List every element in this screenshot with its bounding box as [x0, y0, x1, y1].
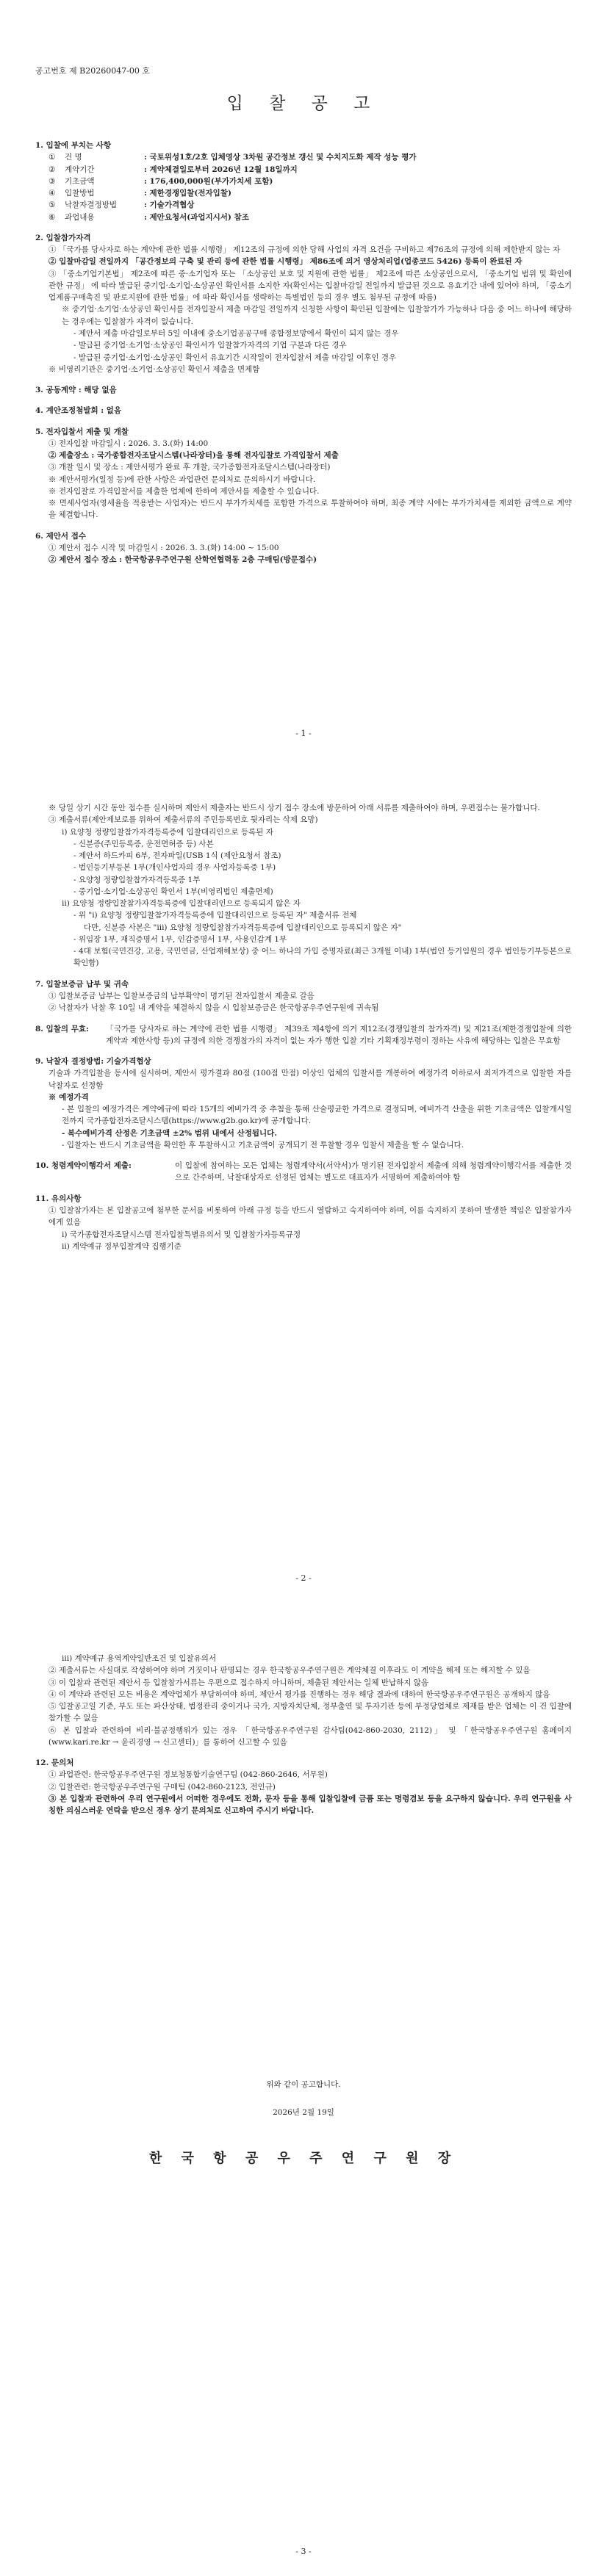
section-10	[35, 1160, 572, 1184]
note: ※ 중기업·소기업·소상공인 확인서를 전자입찰서 제출 마감일 전일까지 신청한 사항이 확인된 입찰에는 입찰참가가 가능하나 다음 중 어느 하나에 해당하는 경우에는 입찰참가 자격이 없습니다.	[62, 305, 572, 326]
list-item: - 입찰자는 반드시 기초금액을 확인한 후 투찰하시고 기초금액이 공개되기 전 투찰할 경우 입찰서 제출을 할 수 없습니다.	[62, 1140, 464, 1150]
note: ※ 비영리기관은 중기업·소기업·소상공인 확인서 제출을 면제함	[49, 364, 260, 374]
section-heading: 2. 입찰참가자격	[35, 233, 91, 242]
item-label: 입찰방법	[65, 189, 95, 198]
item-num: ④	[49, 189, 56, 198]
item-row	[49, 212, 572, 223]
list-item: - 복수예비가격 산정은 기초금액 ±2% 범위 내에서 산정됩니다.	[62, 1128, 277, 1138]
doc-number: 공고번호 제 B20260047-00 호	[35, 66, 151, 76]
list-item: ① 전자입찰 마감일시 : 2026. 3. 3.(화) 14:00	[49, 439, 209, 448]
section-1	[35, 140, 572, 566]
list-item: ② 제출장소 : 국가종합전자조달시스템(나라장터)을 통해 전자입찰로 가격입찰서 제출	[49, 451, 339, 461]
page-title: 입 찰 공 고	[226, 94, 381, 113]
list-item: ② 입찰관련: 한국항공우주연구원 구매팀 (042-860-2123, 전인규)	[49, 1782, 276, 1792]
item-num: ⑥	[49, 212, 56, 222]
list-item: ⑥ 본 입찰과 관련하여 비리·불공정행위가 있는 경우 「한국항공우주연구원 감사팀(042-860-2030, 2112)」 및 「한국항공우주연구원 홈페이지(www.kari.re.kr → 윤리경영 → 신고센터)」를 통하여 신고할 수 있음	[49, 1725, 572, 1747]
list-item: - 위임장 1부, 재직증명서 1부, 인감증명서 1부, 사용인감계 1부	[73, 934, 287, 944]
list-item: ⅰ) 요양청 정량입찰참가자격등록증에 입찰대리인으로 등록된 자	[62, 827, 273, 837]
section-heading: 8. 입찰의 무효:	[35, 1024, 89, 1033]
paragraph: 이 입찰에 참여하는 모든 업체는 청렴계약서(서약서)가 명기된 전자입찰서 제출에 의해 청렴계약이행각서를 제출한 것으로 간주하며, 낙찰대상자로 선정된 업체는 별도로 대표자가 서명하여 제출하여야 함	[175, 1161, 572, 1183]
section-heading: 6. 제안서 접수	[35, 531, 86, 541]
list-item: ① 입찰참가자는 본 입찰공고에 첨부한 문서를 비롯하여 아래 규정 등을 반드시 열람하고 숙지하여야 하며, 이를 숙지하지 못하여 발생한 책임은 입찰참가자에게 있음	[49, 1205, 572, 1227]
note: ※ 면세사업자(영세율을 적용받는 사업자)는 반드시 부가가치세를 포함한 가격으로 투찰하여야 하며, 최종 계약 시에는 부가가치세를 제외한 금액으로 계약을 체결합니다.	[49, 499, 572, 520]
list-item: ⅰ) 국가종합전자조달시스템 전자입찰특별유의서 및 입찰참가자등록규정	[62, 1230, 301, 1239]
closing-text: 위와 같이 공고합니다.	[266, 2080, 341, 2089]
item-row	[49, 176, 572, 187]
list-item: - 제안서 제출 마감일로부터 5일 이내에 중소기업공공구매 종합정보망에서 확인이 되지 않는 경우	[73, 328, 399, 338]
section-heading: 4. 계안조정첨발회 : 없음	[35, 406, 122, 416]
list-item: ③ 이 입찰과 관련된 제안서 등 입찰참가서류는 우편으로 접수하지 아니하며, 제출된 제안서는 일체 반납하지 않음	[49, 1678, 428, 1687]
list-item: - 발급된 중기업·소기업·소상공인 확인서가 입찰참가자격의 기업 구분과 다른 경우	[73, 341, 347, 350]
list-item: ② 제안서 접수 장소 : 한국항공우주연구원 산학연협력동 2층 구매팀(방문접수)	[49, 555, 317, 565]
list-item: ② 제출서류는 사실대로 작성하여야 하며 거짓이나 판명되는 경우 한국항공우주연구원은 계약체결 이후라도 이 계약을 해제 또는 해지할 수 있음	[49, 1666, 531, 1675]
item-label: 기초금액	[65, 176, 95, 186]
list-item: ③ 본 입찰과 관련하여 우리 연구원에서 어떠한 경우에도 전화, 문자 등을 통해 입찰입찰에 금품 또는 명령겸보 등을 요구하지 않습니다. 우리 연구원을 사칭한 의심스러운 연락을 받으신 경우 상기 문의처로 신고하여 주시기 바랍니다.	[49, 1794, 572, 1816]
list-item: - 중기업·소기업·소상공인 확인서 1부(비영리법인 제출면제)	[73, 887, 273, 896]
item-value: : 176,400,000원(부가가치세 포함)	[144, 176, 273, 186]
item-value: : 국토위성1호/2호 입체영상 3차원 공간정보 갱신 및 수치지도화 제작 성능 평가	[144, 153, 417, 162]
signer: 한 국 항 공 우 주 연 구 원 장	[148, 2150, 459, 2166]
list-item: - 법인등기부등본 1부(개인사업자의 경우 사업자등록증 1부)	[73, 863, 276, 873]
section-heading: 7. 입찰보증금 납부 및 귀속	[35, 979, 129, 989]
section-heading: 1. 입찰에 부치는 사항	[35, 141, 112, 150]
list-item: ① 과업관련: 한국항공우주연구원 정보청통합기술연구팀 (042-860-2646, 서무원)	[49, 1770, 328, 1780]
item-row	[49, 199, 572, 211]
item-num: ⑤	[49, 201, 56, 210]
section-heading: 11. 유의사항	[35, 1194, 82, 1203]
list-item: - 위 "ⅰ) 요양청 정량입찰참가자격등록증에 입찰대리인으로 등록된 자" 제출서류 전체	[73, 911, 357, 920]
item-label: 계약기간	[65, 165, 95, 174]
paragraph: 「국가를 당사자로 하는 계약에 관한 법률 시행령」 제39조 제4항에 의거 제12조(경쟁입찰의 참가자격) 및 제21조(제한경쟁입찰에 의한 계약과 제한사항 등)의 규정에 의한 경쟁참가의 자격이 없는 자가 행한 입찰 기타 기획재정부령이 정하는 사유에 해당하는 입찰은 무효함	[106, 1024, 572, 1045]
item-num: ②	[49, 165, 56, 174]
page-number: - 1 -	[295, 729, 312, 738]
list-item: - 본 입찰의 예정가격은 계약예규에 따라 15개의 예비가격 중 추첨을 통해 산술평균한 가격으로 결정되며, 예비가격 산출을 위한 기초금액은 입찰개시일 전까지 국가종합전자조달시스템(https://www.g2b.go.kr)에 공개합니다.	[62, 1105, 572, 1126]
list-item: 다만, 신분증 사본은 "ⅲ) 요양청 정량입찰참가자격등록증에 입찰대리인으로 등록되지 않은 자"	[84, 923, 402, 932]
item-label: 낙찰자결정방법	[65, 201, 118, 210]
list-item: ② 낙찰자가 낙찰 후 10일 내 계약을 체결하지 않을 시 입찰보증금은 한국항공우주연구원에 귀속됨	[49, 1003, 379, 1013]
note: ※ 전자입찰로 가격입찰서를 제출한 업체에 한하여 제안서를 제출할 수 있습니다.	[49, 486, 320, 496]
section-heading: 12. 문의처	[35, 1758, 74, 1768]
list-item: ③ 개찰 일시 및 장소 : 제안서평가 완료 후 개찰, 국가종합전자조달시스템(나라장터)	[49, 463, 331, 472]
list-item: - 신분증(주민등록증, 운전면허증 등) 사본	[73, 839, 214, 848]
page-3	[0, 1609, 607, 2576]
note: ※ 제안서평가(일정 등)에 관한 사항은 과업관련 문의처로 문의하시기 바랍니다.	[49, 475, 316, 484]
list-item: ⅱ) 요양청 정량입찰참가자격등록증에 입찰대리인으로 등록되지 않은 자	[62, 899, 301, 909]
list-item: ① 제안서 접수 시작 및 마감일시 : 2026. 3. 3.(화) 14:00 ~ 15:00	[49, 543, 279, 552]
item-row	[49, 187, 572, 199]
list-item: ① 입찰보증금 납부는 입찰보증금의 납부확약이 명기된 전자입찰서 제출로 갈음	[49, 991, 315, 1000]
item-num: ③	[49, 176, 56, 186]
item-value: : 기술가격협상	[144, 201, 195, 210]
section-heading: 5. 전자입찰서 제출 및 개찰	[35, 427, 129, 436]
page-number: - 3 -	[295, 2547, 312, 2556]
section-heading: 3. 공동계약 : 해당 없음	[35, 386, 117, 395]
page-2	[0, 764, 607, 1609]
item-num: ①	[49, 153, 56, 162]
paragraph: ② 입찰마감일 전일까지 「공간정보의 구축 및 관리 등에 관한 법률 시행령」 제86조에 의거 영상처리업(업종코드 5426) 등록이 완료된 자	[49, 257, 522, 267]
paragraph: ③ 「중소기업기본법」 제2조에 따른 중·소기업자 또는 「소상공인 보호 및 지원에 관한 법률」 제2조에 따른 소상공인으로서, 「중소기업 범위 및 확인에 관한 규정」 에 따라 발급된 중기업·소기업·소상공인 확인서를 소지한 자(확인서는 입찰마감일 전일까지 발급된 것으로 유효기간 내에 있어야 하며, 「중소기업제품구매촉진 및 판로지원에 관한 법률」에 따라 확인서를 생략하는 특별법인 등의 경우 별도 첨부된 규정에 따름)	[49, 269, 572, 303]
list-item: ⑤ 입찰공고일 기준, 부도 또는 파산상태, 법정관리 중이거나 국가, 지방자치단체, 정부출연 및 투자기관 등에 부정당업체로 제재를 받은 업체는 이 건 입찰에 참가할 수 없음	[49, 1702, 572, 1723]
item-row	[49, 151, 572, 163]
paragraph: 기술과 가격입찰을 동시에 실시하며, 제안서 평가결과 80점 (100점 만점) 이상인 업체의 입찰서를 개봉하여 예정가격 이하로서 최저가격으로 입찰한 자를 낙찰자로 선정함	[49, 1069, 572, 1090]
item-value: : 제안요청서(과업지시서) 참조	[144, 212, 249, 222]
list-item: ③ 제출서류(제안제보로를 위하여 제출서류의 주민등록번호 뒷자리는 삭제 요망)	[49, 815, 318, 825]
item-label: 건 명	[65, 153, 82, 162]
list-item: - 제안서 하드카피 6부, 전자파일(USB 1식 (제안요청서 참조)	[73, 851, 281, 861]
closing-date: 2026년 2월 19일	[273, 2108, 334, 2118]
list-item: ④ 이 계약과 관련된 모든 비용은 계약업체가 부담하여야 하며, 제안서 평가를 진행하는 경우 해당 결과에 대하여 한국항공우주연구원은 공개하지 않음	[49, 1689, 550, 1699]
paragraph: ① 「국가를 당사자로 하는 계약에 관한 법률 시행령」 제12조의 규정에 의한 당해 사업의 자격 요건을 구비하고 제76조의 규정에 의해 제한받지 않는 자	[49, 245, 561, 255]
list-item: - 4대 보험(국민건강, 고용, 국민연금, 산업재해보상) 중 어느 하나의 가입 증명자료(최근 3개월 이내) 1부(법인 등기임원의 경우 법인등기부등본으로 확인함)	[73, 947, 572, 968]
item-value: : 계약체결일로부터 2026년 12월 18일까지	[144, 165, 298, 174]
page-1	[0, 0, 607, 764]
item-row	[49, 164, 572, 176]
note: ※ 당일 상기 시간 동안 접수를 실시하며 제안서 제출자는 반드시 상기 접수 장소에 방문하여 아래 서류를 제출하여야 하며, 우편접수는 불가합니다.	[49, 804, 540, 812]
item-value: : 제한경쟁입찰(전자입찰)	[144, 189, 231, 198]
section-heading: 9. 낙찰자 결정방법: 기술가격협상	[35, 1057, 151, 1067]
section-heading: 10. 청렴계약이행각서 제출:	[35, 1161, 132, 1171]
list-item: ⅱ) 계약예규 정부입찰계약 집행기준	[62, 1241, 182, 1251]
list-item: - 요양청 정량입찰참가자격등록증 1부	[73, 875, 201, 884]
section-8	[35, 1023, 572, 1047]
closing-block	[0, 2079, 607, 2168]
note: ※ 예정가격	[49, 1092, 89, 1102]
list-item: ⅲ) 계약예규 용역계약일반조건 및 입찰유의서	[62, 1654, 217, 1663]
page-number: - 2 -	[295, 1573, 312, 1583]
list-item: - 발급된 중기업·소기업·소상공인 확인서 유효기간 시작일이 전자입찰서 제출 마감일 이후인 경우	[73, 353, 397, 362]
item-label: 과업내용	[65, 212, 95, 222]
